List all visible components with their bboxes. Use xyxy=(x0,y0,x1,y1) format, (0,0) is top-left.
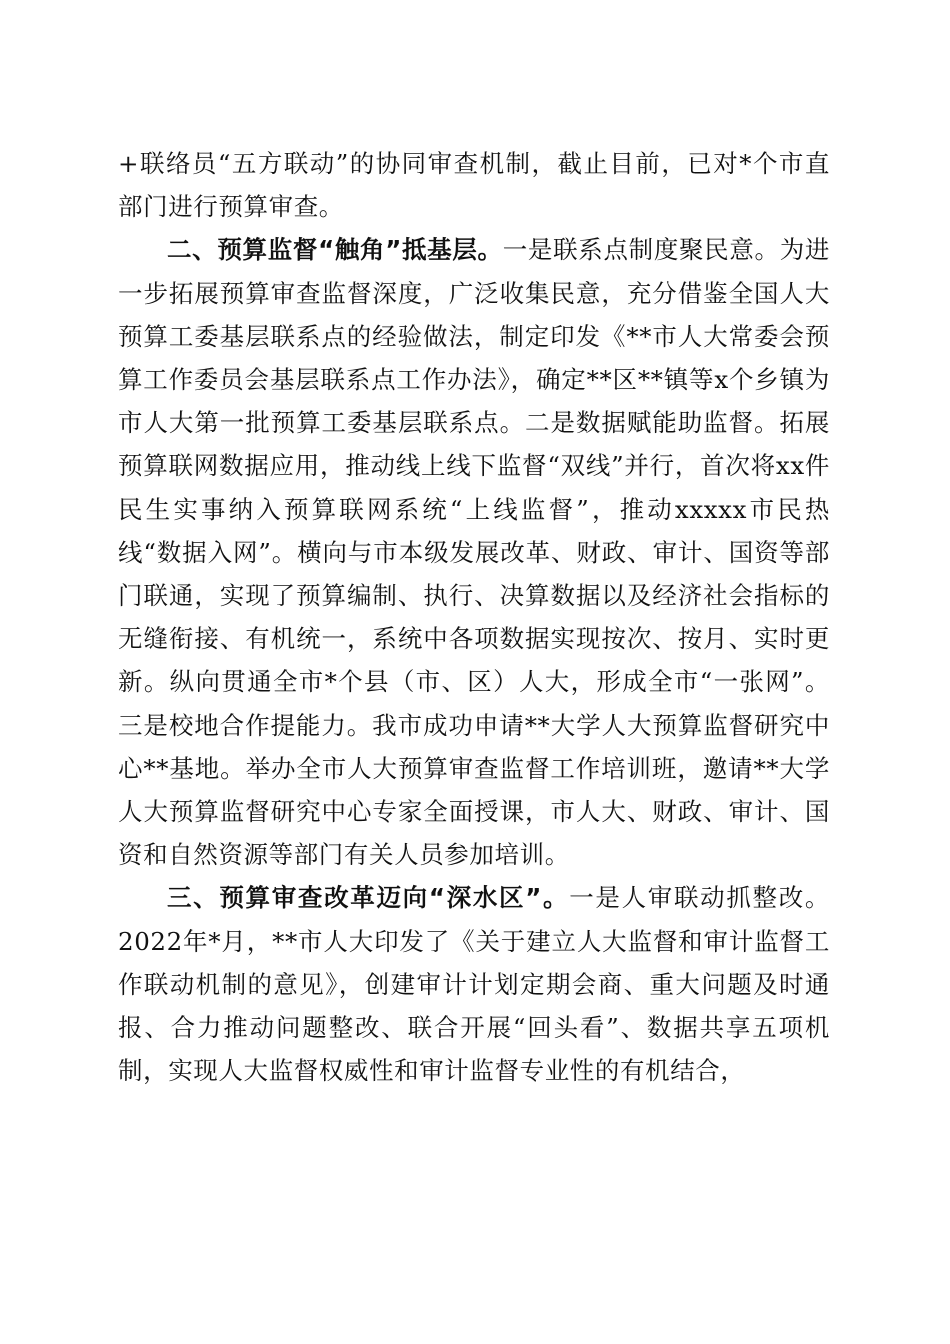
document-body xyxy=(118,142,830,1092)
paragraph-continuation xyxy=(118,142,830,228)
paragraph-1-text: +联络员“五方联动”的协同审查机制，截止目前，已对*个市直部门进行预算审查。 xyxy=(118,149,830,222)
paragraph-section-2 xyxy=(118,228,830,876)
section-2-heading: 二、预算监督“触角”抵基层。 xyxy=(167,235,503,265)
section-2-text: 一是联系点制度聚民意。为进一步拓展预算审查监督深度，广泛收集民意，充分借鉴全国人大预算工委基层联系点的经验做法，制定印发《**市人大常委会预算工作委员会基层联系点工作办法》，确定**区**镇等x个乡镇为市人大第一批预算工委基层联系点。二是数据赋能助监督。拓展预算联网数据应用，推动线上线下监督“双线”并行，首次将xx件民生实事纳入预算联网系统“上线监督”，推动xxxxx市民热线“数据入网”。横向与市本级发展改革、财政、审计、国资等部门联通，实现了预算编制、执行、决算数据以及经济社会指标的无缝衔接、有机统一，系统中各项数据实现按次、按月、实时更新。纵向贯通全市*个县（市、区）人大，形成全市“一张网”。三是校地合作提能力。我市成功申请**大学人大预算监督研究中心**基地。举办全市人大预算审查监督工作培训班，邀请**大学人大预算监督研究中心专家全面授课，市人大、财政、审计、国资和自然资源等部门有关人员参加培训。 xyxy=(118,235,830,870)
section-3-heading: 三、预算审查改革迈向“深水区”。 xyxy=(167,883,570,913)
paragraph-section-3 xyxy=(118,876,830,1092)
section-3-text: 一是人审联动抓整改。2022年*月，**市人大印发了《关于建立人大监督和审计监督工作联动机制的意见》，创建审计计划定期会商、重大问题及时通报、合力推动问题整改、联合开展“回头看”、数据共享五项机制，实现人大监督权威性和审计监督专业性的有机结合， xyxy=(118,883,830,1086)
